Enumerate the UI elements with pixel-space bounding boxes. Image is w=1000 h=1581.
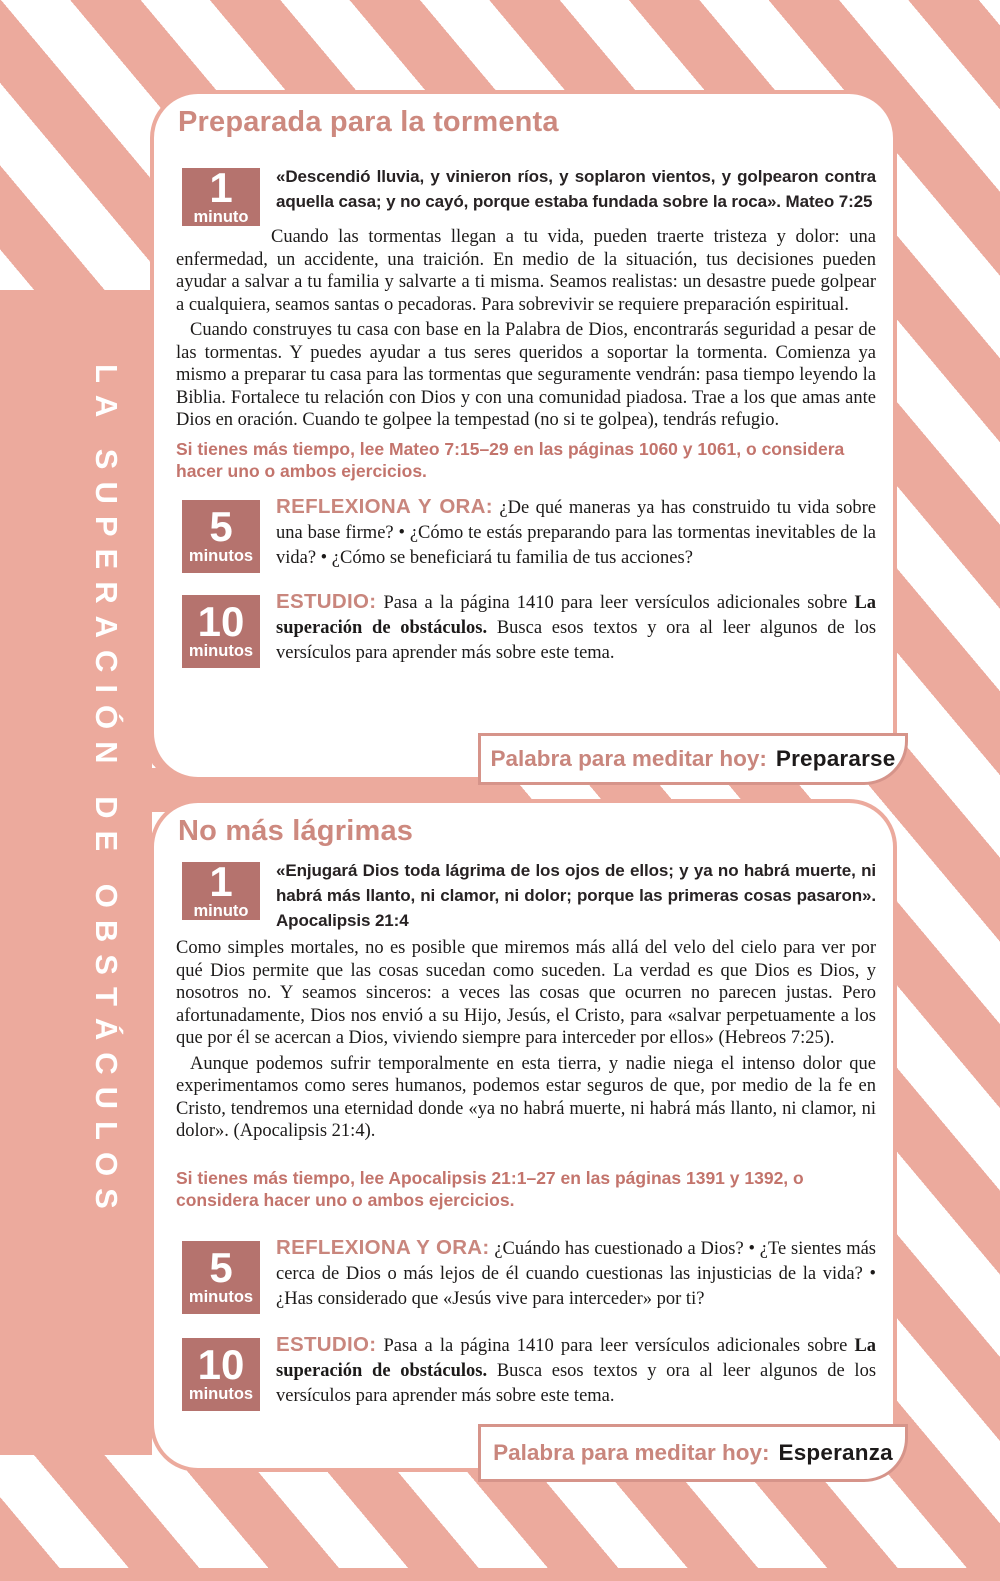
scripture-row (176, 856, 876, 933)
reflect-row (176, 494, 876, 573)
study-topic: La superación de obstáculos. (276, 1335, 877, 1381)
scripture-quote (276, 858, 876, 933)
meditation-word-box (478, 733, 908, 785)
reflect-label: REFLEXIONA Y ORA: (276, 1235, 490, 1259)
reflect-questions (276, 494, 876, 571)
body-paragraph: Aunque podemos sufrir temporalmente en esta tierra, y nadie niega el intenso dolor que experimentamos como seres humanos, podemos estar seguros de que, por medio de la fe en Cristo, tendremos una eternidad donde «ya no habrá muerte, ni habrá más llanto, ni clamor, ni dolor». (Apocalipsis 21:4). (176, 1053, 876, 1141)
extra-time-note: Si tienes más tiempo, lee Mateo 7:15–29 en las páginas 1060 y 1061, o considera hacer uno o ambos ejercicios. (176, 438, 845, 481)
body-paragraph: Cuando construyes tu casa con base en la Palabra de Dios, encontrarás seguridad a pesar de las tormentas. Y puedes ayudar a tus seres queridos a soportar la tormenta. Comienza ya mismo a preparar tu casa para las tormentas que seguramente vendrán: pasa tiempo leyendo la Biblia. Fortalece tu relación con Dios y con una comunidad piadosa. Trae a los que amas ante Dios en oración. Cuando te golpee la tempestad (no si te golpea), tendrás refugio. (176, 320, 876, 430)
time-badge-5-minutes (182, 500, 260, 573)
reflect-label: REFLEXIONA Y ORA: (276, 494, 493, 518)
quote-text: «Enjugará Dios toda lágrima de los ojos de ellos; y ya no habrá muerte, ni habrá más llanto, ni clamor, ni dolor; porque las primeras cosas pasaron». (276, 861, 876, 905)
badge-value: 1 (209, 164, 233, 211)
meditation-label: Palabra para meditar hoy: (493, 1440, 770, 1465)
badge-unit: minutos (188, 642, 254, 660)
scripture-row (176, 162, 876, 226)
study-text-before: Pasa a la página 1410 para leer versículos adicionales sobre (383, 1335, 848, 1356)
badge-unit: minuto (193, 902, 249, 920)
quote-reference: Mateo 7:25 (785, 192, 873, 211)
extra-time-note: Si tienes más tiempo, lee Apocalipsis 21:1–27 en las páginas 1391 y 1392, o considera hacer uno o ambos ejercicios. (176, 1167, 804, 1210)
devotional-card-tears (150, 799, 897, 1472)
meditation-word: Esperanza (778, 1440, 893, 1465)
quote-reference: Apocalipsis 21:4 (276, 911, 409, 930)
reflect-questions (276, 1235, 876, 1312)
time-badge-10-minutes (182, 1338, 260, 1411)
study-text (276, 1332, 876, 1409)
reflect-text: ¿De qué maneras ya has construido tu vida sobre una base firme? • ¿Cómo te estás preparando para las tormentas inevitables de la vida? • ¿Cómo se beneficiará tu familia de tus acciones? (276, 497, 877, 568)
badge-value: 10 (197, 1341, 245, 1388)
body-paragraph: Como simples mortales, no es posible que miremos más allá del velo del cielo para ver por qué Dios permite que las cosas sucedan como suceden. La verdad es que Dios es Dios, y nosotros no. Y seamos sinceros: a veces las cosas que ocurren no parecen justas. Pero afortunadamente, Dios nos envió a su Hijo, Jesús, el Cristo, para «salvar perpetuamente a los que por él se acercan a Dios, viviendo siempre para interceder por ellos» (Hebreos 7:25). (176, 938, 876, 1048)
time-badge-1-minute (182, 858, 260, 920)
section-vertical-title: LA SUPERACIÓN DE OBSTÁCULOS (89, 364, 124, 1221)
study-text-before: Pasa a la página 1410 para leer versículos adicionales sobre (383, 592, 848, 613)
badge-unit: minutos (188, 1385, 254, 1403)
study-row (176, 1332, 876, 1411)
left-pink-band (0, 290, 152, 1455)
study-text-after: Busca esos textos y ora al leer algunos de los versículos para aprender más sobre este tema. (276, 1360, 877, 1406)
badge-value: 1 (209, 858, 233, 905)
study-label: ESTUDIO: (276, 1332, 377, 1356)
study-row (176, 589, 876, 668)
body-paragraph: Cuando las tormentas llegan a tu vida, pueden traerte tristeza y dolor: una enfermedad, un accidente, una traición. En medio de la situación, tus decisiones pueden ayudar a salvar a tu familia y salvarte a ti misma. Seamos realistas: un desastre puede golpear a cualquiera, seamos santas o pecadoras. Para sobrevivir se requiere preparación espiritual. (176, 227, 876, 315)
badge-value: 5 (209, 503, 233, 550)
bottom-pink-bar (0, 1568, 1000, 1581)
time-badge-1-minute (182, 164, 260, 226)
study-text-after: Busca esos textos y ora al leer algunos de los versículos para aprender más sobre este tema. (276, 617, 877, 663)
meditation-word: Prepararse (775, 746, 896, 771)
card-title: No más lágrimas (178, 815, 414, 847)
study-topic: La superación de obstáculos. (276, 592, 877, 638)
study-text (276, 589, 876, 666)
meditation-word-box (478, 1424, 908, 1482)
badge-unit: minutos (188, 547, 254, 565)
reflect-text: ¿Cuándo has cuestionado a Dios? • ¿Te sientes más cerca de Dios o más lejos de él cuando cuestionas las injusticias de la vida? • ¿Has considerado que «Jesús vive para interceder» por ti? (276, 1238, 877, 1309)
meditation-label: Palabra para meditar hoy: (490, 746, 767, 771)
badge-unit: minuto (193, 208, 249, 226)
time-badge-5-minutes (182, 1241, 260, 1314)
reflect-row (176, 1235, 876, 1314)
time-badge-10-minutes (182, 595, 260, 668)
badge-unit: minutos (188, 1288, 254, 1306)
study-label: ESTUDIO: (276, 589, 377, 613)
devotional-card-storm (150, 90, 897, 781)
card-title: Preparada para la tormenta (178, 106, 559, 138)
scripture-quote (276, 164, 876, 214)
badge-value: 10 (197, 598, 245, 645)
badge-value: 5 (209, 1244, 233, 1291)
quote-text: «Descendió lluvia, y vinieron ríos, y soplaron vientos, y golpearon contra aquella casa; y no cayó, porque estaba fundada sobre la roca». (276, 167, 876, 211)
